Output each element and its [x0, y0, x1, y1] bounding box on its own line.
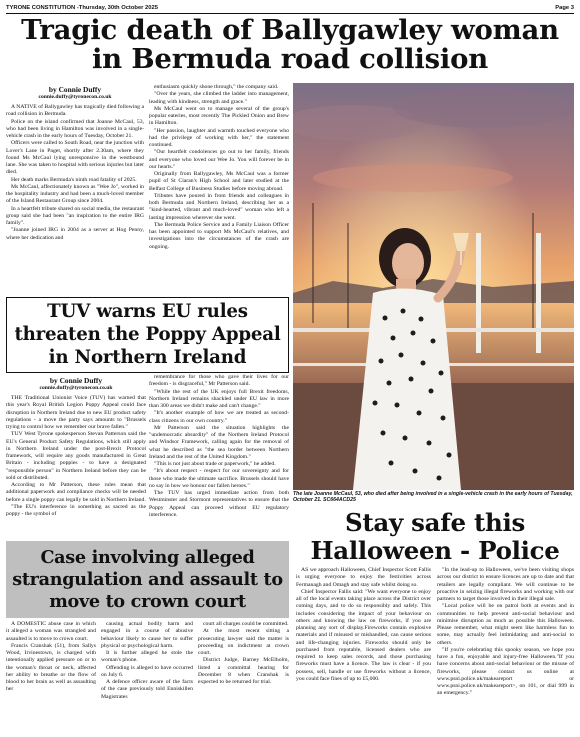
paragraph: "While the rest of the UK enjoys full Brexit freedoms, Northern Ireland remains shackled under EU law in more than 300 areas we didn't make and can't change." [149, 388, 289, 409]
paragraph: A NATIVE of Ballygawley has tragically died following a road collision in Bermuda. [6, 104, 144, 118]
publication-date: TYRONE CONSTITUTION -Thursday, 30th October 2025 [6, 4, 158, 11]
paragraph: A DOMESTIC abuse case in which it alleged a woman was strangled and assaulted is to move to crown court. [6, 621, 96, 642]
paragraph: "The EU's interference in something as sacred as the poppy - the symbol of [6, 503, 146, 517]
paragraph: "This is not just about trade or paperwork," he added. [154, 461, 276, 467]
paragraph: The TUV has urged immediate action from both Westminster and Stormont representatives to ensure that the Poppy Appeal can proceed without EU regulatory interference. [149, 490, 289, 518]
paragraph: Mr Patterson said the situation highlights the "undemocratic absurdity" of the Northern Ireland Protocol and Windsor Framework, calling again for the removal of what he described as "the sea border between Northern Ireland and the rest of the United Kingdom." [149, 424, 289, 460]
paragraph: "Local police will be on patrol both at events and in communities to help prevent anti-social behaviour and minimise disruption as much as possible this Halloween. Please remember, what might seem like harmless fun to some, may actually feel intimidating and anti-social to others. [437, 603, 574, 646]
paragraph: Offending is alleged to have occurred on July 6. [101, 664, 193, 678]
paragraph: At the most recent sitting a prosecuting lawyer said the matter is proceeding on indictment at crown court. [198, 628, 289, 656]
photo-joanne-mccaul [293, 83, 574, 490]
page-header [6, 2, 574, 13]
article1-headline: Tragic death of Ballygawley woman in Bermuda road collision [21, 14, 559, 76]
paragraph: Police on the island confirmed that Joanne McCaul, 53, who had been living in Hamilton was involved in a single-vehicle crash in the early hours of Tuesday, October 21. [6, 118, 144, 139]
article2-column-2 [149, 374, 289, 538]
article1-column-2 [149, 84, 289, 293]
photo-caption: The late Joanne McCaul, 53, who died after being involved in a single-vehicle crash in the early hours of Tuesday, October 21. SC664ACD25 [293, 491, 573, 504]
paragraph: Officers were called to South Road, near the junction with Lover's Lane in Paget, shortly after 2.30am, where they found Ms McCaul lying unresponsive in the westbound lane. She was taken to hospital with serious injuries but later died. [6, 140, 144, 176]
page-number: Page 3 [555, 4, 574, 11]
article4-headline: Stay safe this Halloween - Police [310, 508, 560, 565]
article3-column-1 [6, 621, 96, 735]
paragraph: "Joanne joined IRG in 2004 as a server at Hog Penny, where her dedication and [6, 227, 144, 241]
paragraph: Chief Inspector Fallis said: "We want everyone to enjoy all of the local events taking place across the District over coming days, and to do so responsibly and safely. This includes considering the impact of your behaviour on others and knowing the law on fireworks, if you are planning any sort of display.Fireworks contain explosive materials and if misused or mishandled, can cause serious and life-changing injuries. Fireworks should only be purchased from reputable, licensed dealers who are required to keep sales records, and those purchasing fireworks must have a licence. The law is clear - if you possess, sell, handle or use fireworks without a licence, you could face fines of up to £5,000. [296, 588, 431, 682]
paragraph: A defence officer aware of the facts of the case previously told Enniskillen Magistrates [101, 679, 193, 700]
paragraph: "It's about respect - respect for our sovereignty and for those who made the ultimate sacrifice. Brussels should have no say in how we honour our fallen heroes." [149, 468, 289, 489]
paragraph: enthusiasm quickly shone through," the company said. [154, 84, 279, 90]
paragraph: Ms McCaul went on to manage several of the group's popular eateries, most recently The Pickled Onion and Brew in Hamilton. [149, 105, 289, 127]
article2-email: connie.duffy@tyronecon.co.uk [39, 385, 113, 391]
paragraph: THE Traditional Unionist Voice (TUV) has warned that this year's Royal British Legion Poppy Appeal could face disruption in Northern Ireland due to new EU product safety regulations - a move the party says amounts to "Brussels trying to control how we remember our brave fallen." [6, 395, 146, 430]
article2-byline: by Connie Duffy [49, 376, 103, 385]
paragraph: "Her passion, laughter and warmth touched everyone who had the privilege of working with her," the statement continued. [149, 127, 289, 148]
article4-column-2 [437, 567, 574, 735]
paragraph: "In the lead-up to Halloween, we've been visiting shops across our district to ensure licences are up to date and that retailers are legally compliant. We will continue to be proactive in seizing illegal fireworks and working with our partners to target those involved in their illegal sale. [437, 567, 574, 602]
photo-illustration [293, 83, 574, 490]
paragraph: court all charges could be committed. [203, 621, 289, 627]
article1-column-1 [6, 104, 144, 293]
article1-email: connie.duffy@tyronecon.co.uk [38, 94, 112, 100]
paragraph: "Over the years, she climbed the ladder into management, leading with kindness, strength and grace." [149, 91, 289, 105]
paragraph: causing actual bodily harm and engaged in a course of abusive behaviour likely to cause her to suffer physical or psychological harm. [101, 621, 193, 649]
paragraph: Originally from Ballygawley, Ms McCaul was a former pupil of St Ciaran's High School and later studied at the Belfast College of Business Studies before moving abroad. [149, 171, 289, 192]
paragraph: "If you're celebrating this spooky season, we hope you have a fun, enjoyable and injury-free Halloween."If you have concerns about anti-social behaviour or the misuse of fireworks, please contact us online at www.psni.police.uk/makeareport or www.psni.police.uk/makeareport>, on 101, or dial 999 in an emergency." [437, 646, 574, 697]
paragraph: remembrance for those who gave their lives for our freedom - is disgraceful," Mr Patterson said. [149, 374, 289, 388]
paragraph: TUV West Tyrone spokesperson Stevan Patterson said the EU's General Product Safety Regulations, which still apply in Northern Ireland under the post-Brexit Protocol framework, will require any goods manufactured in Great Britain - including poppies - to have a designated "responsible person" in Northern Ireland before they can be sold or distributed. [6, 431, 146, 481]
paragraph: "It's another example of how we are treated as second-class citizens in our own country." [149, 410, 289, 424]
article3-column-3 [198, 621, 289, 735]
article1-byline: by Connie Duffy [48, 85, 102, 94]
article3-headline: Case involving alleged strangulation and assault to move to crown court [12, 547, 283, 612]
article3-column-2 [101, 621, 193, 735]
paragraph: It is further alleged he stole the woman's phone. [101, 650, 193, 664]
paragraph: District Judge, Barney McElholm, listed a committal hearing for December 8 when Cranshak is expected to be returned for trial. [198, 657, 289, 685]
paragraph: "Our heartfelt condolences go out to her family, friends and everyone who loved our Wee Jo. You will forever be in our hearts." [149, 149, 289, 170]
paragraph: In a heartfelt tribute shared on social media, the restaurant group said she had been "an inspiration to the entire IRG family". [6, 205, 144, 226]
paragraph: Francis Cranshak (51), from Sallys Wood, Irvinestown, is charged with intentionally applied pressure on or to the woman's throat or neck, affected her ability to breathe or the flow of blood to her brain as well as assaulting her [6, 642, 96, 693]
paragraph: According to Mr Patterson, these rules mean that additional paperwork and compliance checks will be needed before a single poppy can legally be sold in Northern Ireland. [6, 482, 146, 503]
article2-column-1 [6, 395, 146, 538]
paragraph: Her death marks Bermuda's ninth road fatality of 2025. [11, 176, 137, 183]
paragraph: AS we approach Halloween, Chief Inspector Scott Fallis is urging everyone to enjoy the festivities across Fermanagh and Omagh and stay safe whilst doing so. [296, 567, 431, 588]
article4-column-1 [296, 567, 431, 735]
paragraph: Ms McCaul, affectionately known as "Wee Jo", worked in the hospitality industry and had been a much-loved member of the Island Restaurant Group since 2004. [6, 183, 144, 205]
paragraph: The Bermuda Police Service and a Family Liaison Officer has been appointed to support Ms McCaul's relatives, and investigations into the circumstances of the crash are ongoing. [149, 221, 289, 250]
article2-headline: TUV warns EU rules threaten the Poppy Appeal in Northern Ireland [14, 301, 281, 368]
paragraph: Tributes have poured in from friends and colleagues in both Bermuda and Northern Ireland, describing her as a "kind-hearted, vibrant and much-loved" woman who left a lasting impression wherever she went. [149, 192, 289, 221]
